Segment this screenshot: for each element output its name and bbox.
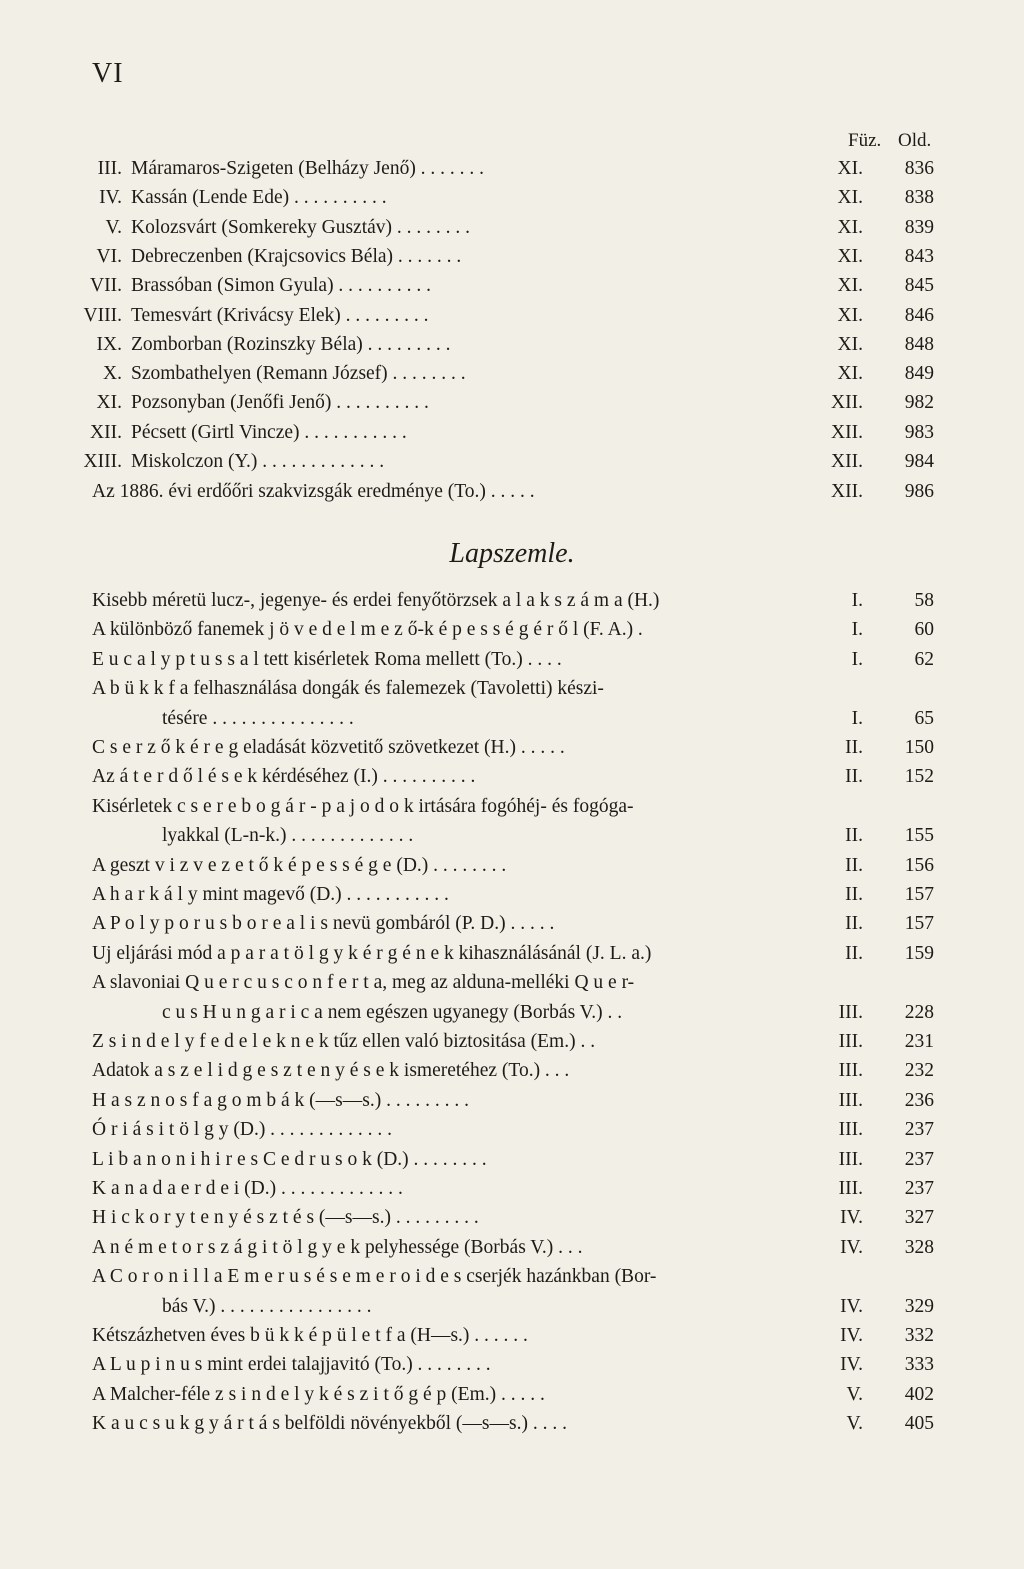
index-entry-volume: IV. [840,1236,863,1258]
index-entry-volume: IV. [840,1325,863,1346]
report-row [0,330,1024,360]
index-entry-volume: II. [845,913,863,935]
index-entry-text: A különböző fanemek j ö v e d e l m e z ő-k é p e s s é g é r ő l (F. A.) . [92,619,643,641]
report-row [0,271,1024,301]
index-entry-text: Uj eljárási mód a p a r a t ö l g y k é r g é n e k kihasználásánál (J. L. a.) [92,942,652,964]
index-entry-text: lyakkal (L-n-k.) . . . . . . . . . . . . . [162,825,414,847]
report-row-number: VII. [90,275,122,297]
index-entry-text: H a s z n o s f a g o m b á k (—s—s.) . . . . . . . . . [92,1089,469,1111]
index-entry-page: 155 [904,825,934,847]
index-entry-volume: II. [845,766,863,788]
index-entry [0,880,1024,910]
index-entry-text: Z s i n d e l y f e d e l e k n e k tűz ellen való biztositása (Em.) . . [92,1031,596,1052]
index-entry-page: 237 [904,1178,934,1199]
report-row-page: 848 [904,333,934,355]
index-entry [0,1262,1024,1292]
index-entry-text: bás V.) . . . . . . . . . . . . . . . . [162,1295,372,1317]
exam-row-page: 986 [904,481,934,502]
report-row-page: 836 [904,158,934,179]
index-entry-text: Ó r i á s i t ö l g y (D.) . . . . . . . . . . . . . [92,1119,393,1141]
index-entry-text: c u s H u n g a r i c a nem egészen ugyanegy (Borbás V.) . . [162,1001,623,1023]
index-entry-volume: III. [838,1031,863,1052]
index-entry [0,968,1024,998]
index-entry [0,762,1024,792]
report-row-page: 843 [904,245,934,267]
index-entry-text: A Malcher-féle z s i n d e l y k é s z i t ő g é p (Em.) . . . . . [92,1383,545,1405]
index-entry-volume: I. [851,648,863,670]
index-entry [0,586,1024,616]
index-entry-text: Kétszázhetven éves b ü k k é p ü l e t f a (H—s.) . . . . . . [92,1325,528,1346]
report-row-volume: XI. [837,333,863,355]
report-row-page: 984 [904,451,934,472]
report-row [0,301,1024,331]
report-row-page: 849 [904,363,934,385]
report-row [0,418,1024,448]
report-row-page: 845 [904,275,934,297]
index-entry-text: C s e r z ő k é r e g eladását közvetitő szövetkezet (H.) . . . . . [92,737,565,758]
index-entry-page: 332 [904,1325,934,1346]
report-row-number: VIII. [83,304,122,326]
report-row [0,213,1024,243]
exam-row [0,477,1024,507]
index-entry-volume: III. [838,1060,863,1082]
index-entry-page: 327 [904,1207,934,1229]
report-row-number: XI. [96,392,122,414]
index-entry-page: 402 [904,1383,934,1405]
index-entry-text: H i c k o r y t e n y é s z t é s (—s—s.) . . . . . . . . . [92,1207,479,1229]
report-row-page: 982 [904,392,934,414]
index-entry-text: A geszt v i z v e z e t ő k é p e s s é g e (D.) . . . . . . . . [92,854,507,876]
report-row-number: VI. [96,245,122,267]
report-row-volume: XII. [831,421,863,443]
report-row-page: 839 [904,216,934,238]
index-entry-page: 237 [904,1148,934,1170]
report-row-text: Pozsonyban (Jenőfi Jenő) . . . . . . . . . . [131,392,429,414]
index-entry-page: 228 [904,1001,934,1023]
index-entry-text: A P o l y p o r u s b o r e a l i s nevü gombáról (P. D.) . . . . . [92,913,555,935]
index-entry-volume: V. [846,1413,863,1435]
index-entry [0,1115,1024,1145]
index-entry-page: 236 [904,1089,934,1111]
index-entry-page: 58 [914,590,934,611]
report-row [0,183,1024,213]
page-number: VI [92,58,124,89]
report-row-text: Debreczenben (Krajcsovics Béla) . . . . . . . [131,245,462,267]
index-entry [0,645,1024,675]
index-entry-text: A slavoniai Q u e r c u s c o n f e r t a, meg az alduna-melléki Q u e r- [92,972,635,994]
report-row-volume: XII. [831,451,863,472]
index-entry-text: A b ü k k f a felhasználása dongák és falemezek (Tavoletti) készi- [92,678,604,700]
index-entry-volume: IV. [840,1354,863,1376]
column-header-oldal: Old. [898,130,932,151]
report-row-number: IX. [96,333,122,355]
index-entry-page: 65 [914,707,934,729]
report-row-volume: XI. [837,275,863,297]
report-row-page: 983 [904,421,934,443]
index-entry-volume: III. [838,1001,863,1023]
report-row-text: Zomborban (Rozinszky Béla) . . . . . . . . . [131,333,451,355]
report-row [0,242,1024,272]
index-entry-page: 157 [904,913,934,935]
index-entry-volume: II. [845,942,863,964]
index-entry-page: 159 [904,942,934,964]
report-row-text: Kolozsvárt (Somkereky Gusztáv) . . . . . . . . [131,216,471,238]
index-entry-page: 237 [904,1119,934,1141]
index-entry [0,851,1024,881]
report-row-volume: XI. [837,245,863,267]
index-entry-volume: I. [851,590,863,611]
index-entry [0,1145,1024,1175]
report-row-volume: XI. [837,187,863,209]
index-entry-volume: III. [838,1148,863,1170]
index-entry-text: A C o r o n i l l a E m e r u s é s e m e r o i d e s cserjék hazánkban (Bor- [92,1266,657,1288]
index-entry [0,1056,1024,1086]
index-entry-text: L i b a n o n i h i r e s C e d r u s o k (D.) . . . . . . . . [92,1148,487,1170]
report-row-text: Temesvárt (Krivácsy Elek) . . . . . . . . . [131,304,429,326]
index-entry [0,1321,1024,1351]
index-entry-page: 152 [904,766,934,788]
index-entry-volume: IV. [840,1207,863,1229]
report-row-number: XIII. [83,451,122,472]
index-entry [0,1292,1024,1322]
report-row-number: III. [97,158,122,179]
index-entry [0,615,1024,645]
report-row-text: Pécsett (Girtl Vincze) . . . . . . . . . . . [131,421,407,443]
index-entry-volume: III. [838,1089,863,1111]
report-row-volume: XI. [837,216,863,238]
report-row-volume: XII. [831,392,863,414]
index-entry [0,1086,1024,1116]
exam-row-volume: XII. [831,481,863,502]
report-row-number: V. [105,216,122,238]
index-entry [0,821,1024,851]
index-entry-page: 62 [914,648,934,670]
index-entry-text: tésére . . . . . . . . . . . . . . . [162,707,354,729]
index-entry-page: 231 [904,1031,934,1052]
index-entry-page: 333 [904,1354,934,1376]
index-entry-volume: II. [845,854,863,876]
index-entry [0,1409,1024,1439]
index-entry [0,1350,1024,1380]
index-entry-volume: V. [846,1383,863,1405]
index-entry [0,1174,1024,1204]
index-entry-volume: II. [845,825,863,847]
index-entry-text: K a n a d a e r d e i (D.) . . . . . . . . . . . . . [92,1178,403,1199]
index-entry [0,1380,1024,1410]
index-entry-volume: III. [838,1178,863,1199]
report-row [0,359,1024,389]
index-entry-volume: III. [838,1119,863,1141]
report-row [0,447,1024,477]
index-entry-page: 405 [904,1413,934,1435]
report-row-number: X. [103,363,122,385]
index-entry-text: K a u c s u k g y á r t á s belföldi növényekből (—s—s.) . . . . [92,1413,567,1435]
index-entry-volume: II. [845,884,863,905]
index-entry-text: Az á t e r d ő l é s e k kérdéséhez (I.) . . . . . . . . . . [92,766,476,788]
index-entry-text: Kisérletek c s e r e b o g á r - p a j o d o k irtására fogóhéj- és fogóga- [92,795,634,817]
index-entry-volume: IV. [840,1295,863,1317]
index-entry-page: 232 [904,1060,934,1082]
index-entry [0,704,1024,734]
index-entry [0,733,1024,763]
report-row-number: IV. [99,187,122,209]
report-row-page: 846 [904,304,934,326]
report-row-text: Máramaros-Szigeten (Belházy Jenő) . . . . . . . [131,158,485,179]
index-entry [0,1233,1024,1263]
index-entry-page: 157 [904,884,934,905]
index-entry [0,1027,1024,1057]
report-row-text: Kassán (Lende Ede) . . . . . . . . . . [131,187,387,209]
report-row-text: Szombathelyen (Remann József) . . . . . . . . [131,363,466,385]
report-row-number: XII. [90,421,122,443]
index-entry-page: 329 [904,1295,934,1317]
index-entry-page: 328 [904,1236,934,1258]
report-row-volume: XI. [837,363,863,385]
index-entry [0,792,1024,822]
index-entry [0,939,1024,969]
report-row [0,154,1024,184]
report-row-volume: XI. [837,158,863,179]
report-row-text: Miskolczon (Y.) . . . . . . . . . . . . . [131,451,385,472]
index-entry-text: A n é m e t o r s z á g i t ö l g y e k pelyhessége (Borbás V.) . . . [92,1236,583,1258]
index-entry-page: 156 [904,854,934,876]
column-header-fuzet: Füz. [848,130,882,151]
index-entry-text: A h a r k á l y mint magevő (D.) . . . . . . . . . . . [92,884,449,905]
index-entry-text: E u c a l y p t u s s a l tett kisérletek Roma mellett (To.) . . . . [92,648,562,670]
index-entry [0,909,1024,939]
index-entry-text: Kisebb méretü lucz-, jegenye- és erdei fenyőtörzsek a l a k s z á m a (H.) [92,590,660,611]
index-entry [0,998,1024,1028]
index-entry [0,1203,1024,1233]
report-row-volume: XI. [837,304,863,326]
report-row [0,388,1024,418]
exam-row-text: Az 1886. évi erdőőri szakvizsgák eredménye (To.) . . . . . [92,481,535,502]
report-row-text: Brassóban (Simon Gyula) . . . . . . . . . . [131,275,432,297]
section-title: Lapszemle. [449,538,575,569]
index-entry-volume: I. [851,619,863,641]
index-entry-text: Adatok a s z e l i d g e s z t e n y é s e k ismeretéhez (To.) . . . [92,1060,570,1082]
index-entry [0,674,1024,704]
index-entry-page: 60 [914,619,934,641]
index-entry-page: 150 [904,737,934,758]
index-entry-volume: II. [845,737,863,758]
index-entry-text: A L u p i n u s mint erdei talajjavitó (To.) . . . . . . . . [92,1354,491,1376]
report-row-page: 838 [904,187,934,209]
index-entry-volume: I. [851,707,863,729]
